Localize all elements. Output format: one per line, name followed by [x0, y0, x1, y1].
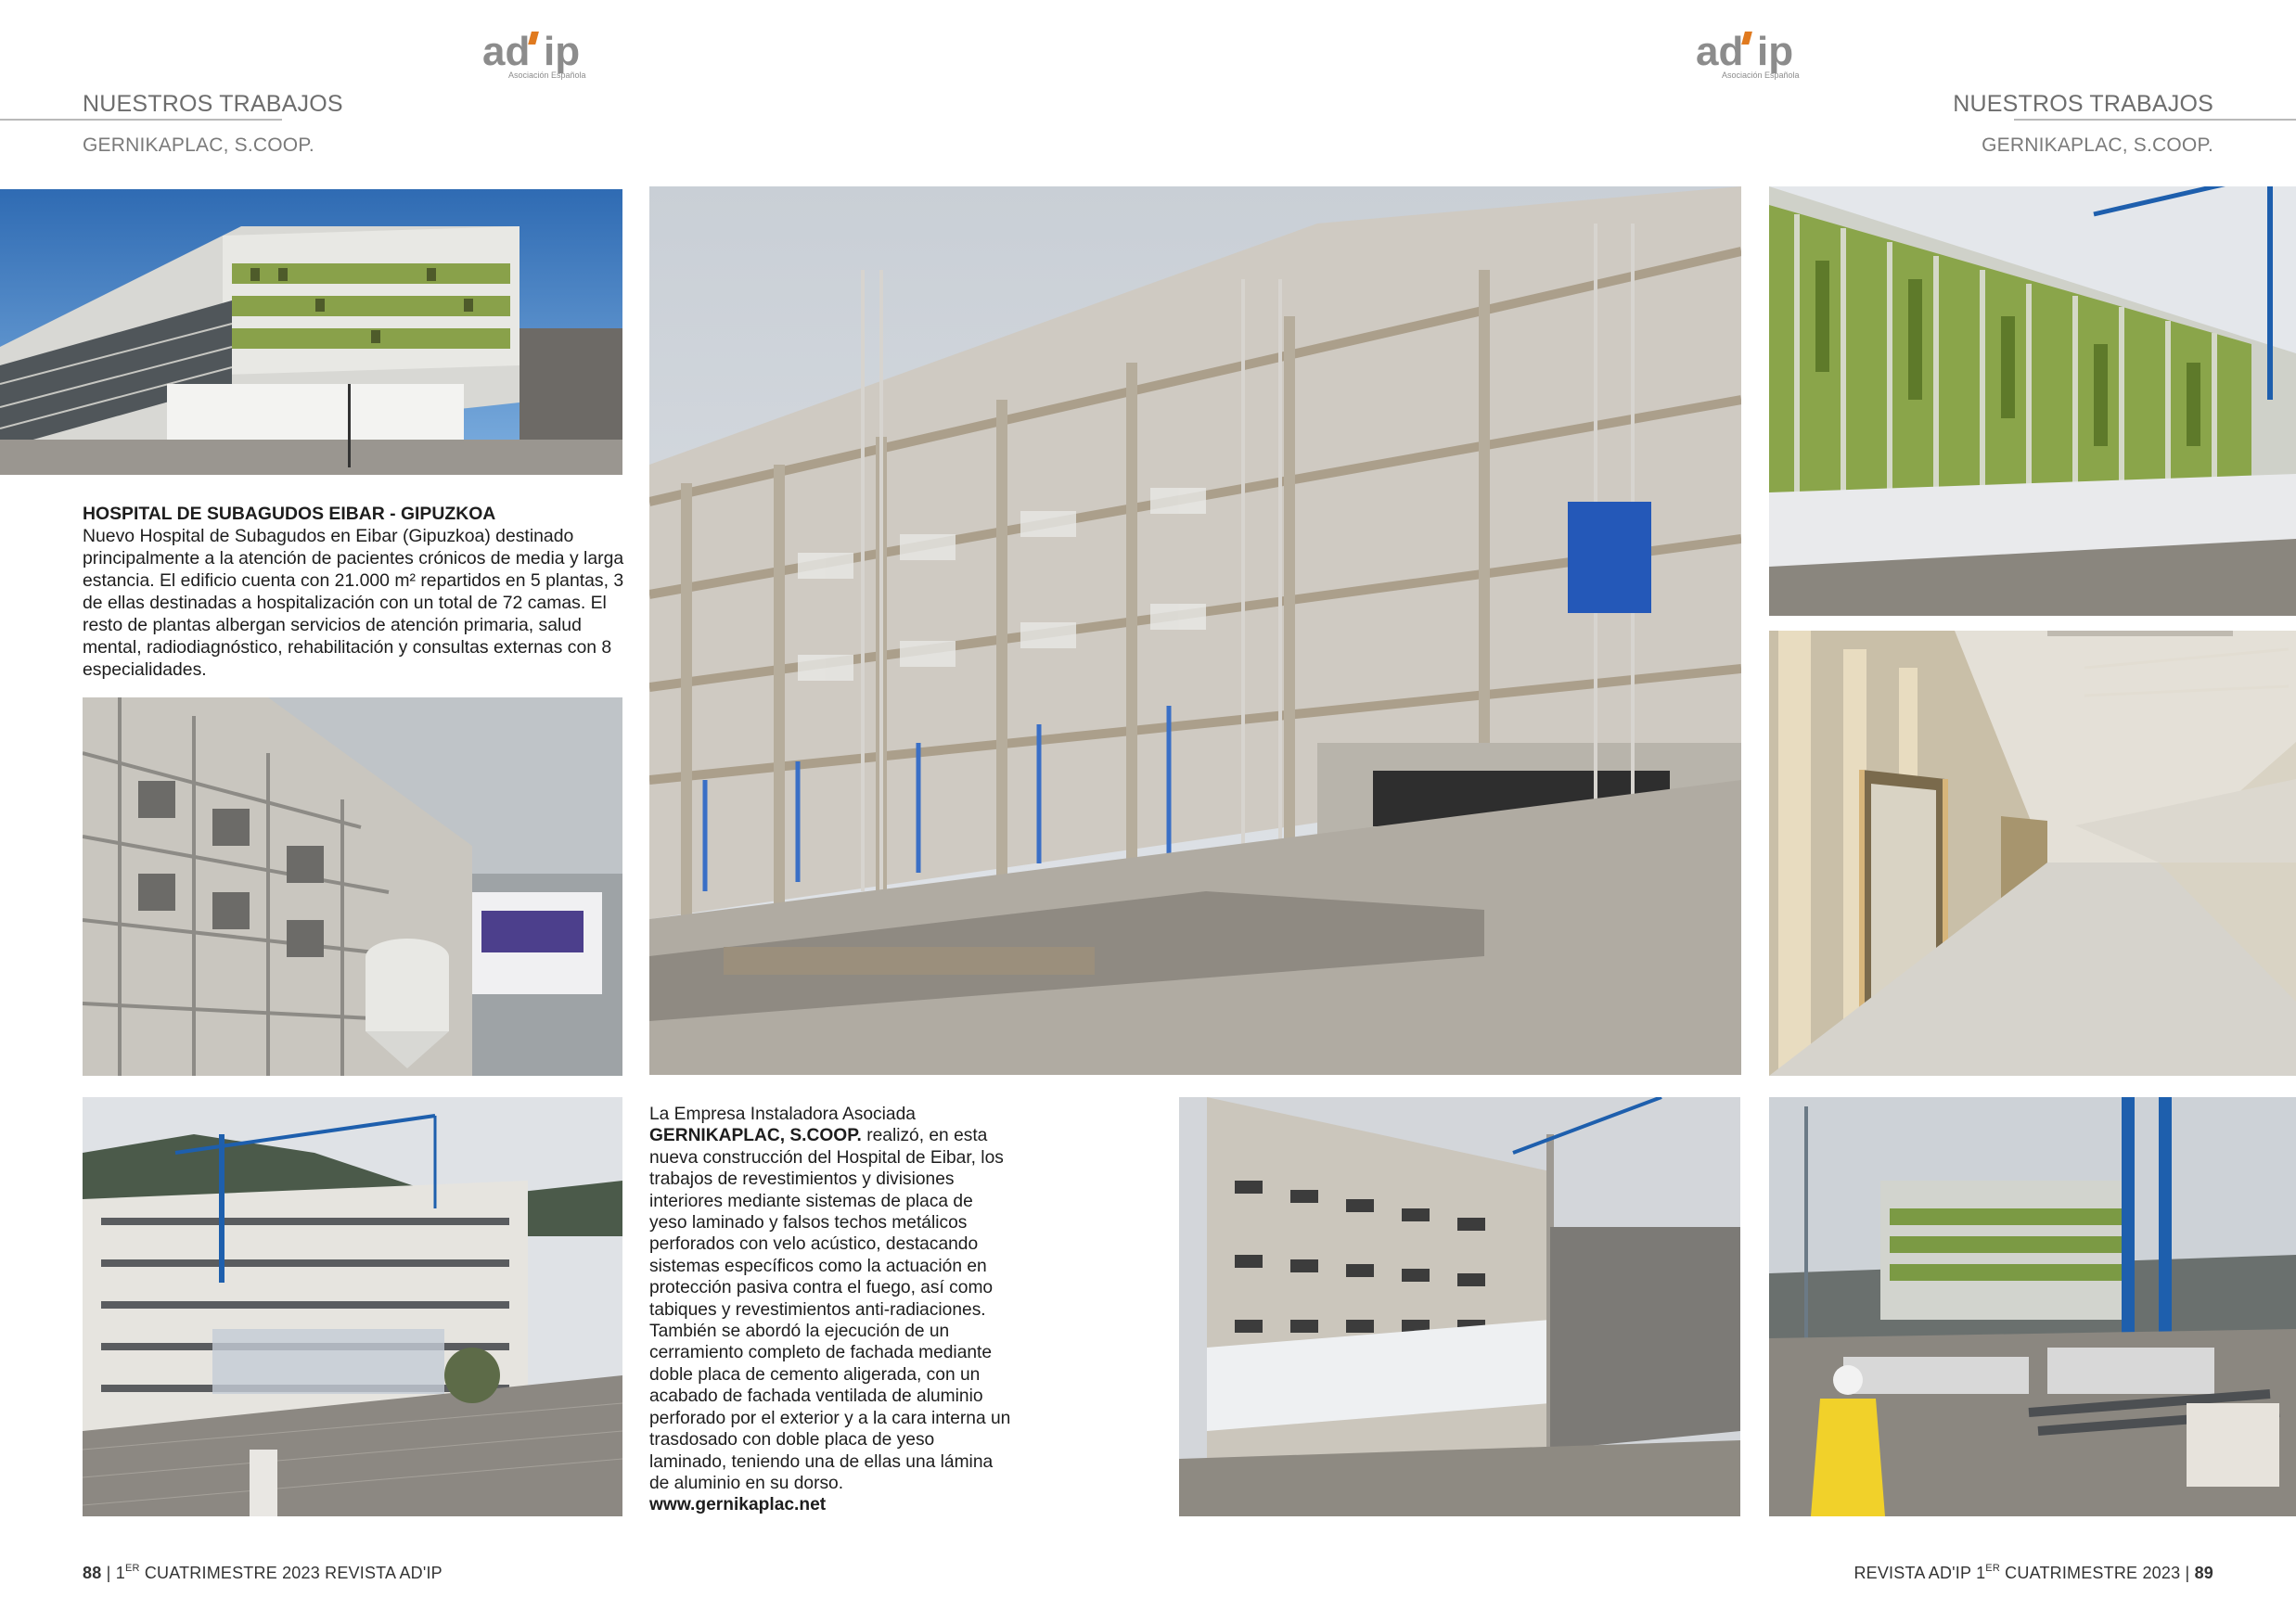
issue-sup-left: ER	[124, 1563, 140, 1574]
svg-text:ip: ip	[544, 29, 581, 74]
header-rule-left	[0, 119, 282, 121]
footer-right	[1853, 1564, 2213, 1583]
photo-interior-corridor	[1769, 631, 2296, 1076]
footer-left	[83, 1564, 443, 1583]
section-title-left: NUESTROS TRABAJOS	[83, 91, 343, 117]
issue-number-left: 1	[115, 1564, 125, 1582]
magazine-name-left: REVISTA AD'IP	[325, 1564, 443, 1582]
article-company-work	[649, 1104, 1011, 1516]
company-subtitle-right: GERNIKAPLAC, S.COOP.	[1982, 134, 2213, 156]
photo-hospital-exterior	[0, 189, 622, 475]
svg-text:ip: ip	[1757, 29, 1794, 74]
svg-text:Asociación Española: Asociación Española	[1722, 70, 1800, 80]
article2-intro: La Empresa Instaladora Asociada	[649, 1105, 916, 1124]
adip-logo-left	[482, 28, 631, 83]
page-number-right: 89	[2194, 1564, 2213, 1582]
issue-sup-right: ER	[1985, 1563, 2000, 1574]
footer-separator-left: |	[106, 1564, 111, 1582]
photo-facade-green	[1769, 186, 2296, 616]
photo-facade-panels	[1179, 1097, 1740, 1516]
issue-rest-right: CUATRIMESTRE 2023	[1999, 1564, 2186, 1582]
company-subtitle-left: GERNIKAPLAC, S.COOP.	[83, 134, 314, 156]
article-body: Nuevo Hospital de Subagudos en Eibar (Gipuzkoa) destinado principalmente a la atención de pacientes crónicos de media y larga estancia. El edificio cuenta con 21.000 m² repartidos en 5 plantas, 3 de ellas destinadas a hospitalización con un total de 72 camas. El resto de plantas albergan servicios de atención primaria, salud mental, radiodiagnóstico, rehabilitación y consultas externas con 8 especialidades.	[83, 526, 624, 680]
section-title-right: NUESTROS TRABAJOS	[1953, 91, 2213, 117]
article-hospital-description	[83, 503, 625, 681]
adip-logo-right	[1696, 28, 1844, 83]
issue-rest-left: CUATRIMESTRE 2023	[139, 1564, 326, 1582]
photo-main-construction	[649, 186, 1741, 1075]
issue-number-right: 1	[1976, 1564, 1986, 1582]
company-website-link[interactable]: www.gernikaplac.net	[649, 1495, 827, 1515]
photo-site-worker	[1769, 1097, 2296, 1516]
magazine-name-right: REVISTA AD'IP	[1853, 1564, 1971, 1582]
article2-body: realizó, en esta nueva construcción del Hospital de Eibar, los trabajos de revestimientos y divisiones interiores mediante sistemas de placa de yeso laminado y falsos techos metálicos perforados con velo acústico, destacando sistemas específicos como la actuación en protección pasiva contra el fuego, así como tabiques y revestimientos anti-radiaciones. También se abordó la ejecución de un cerramiento completo de fachada mediante doble placa de cemento aligerada, con un acabado de fachada ventilada de aluminio perforado por el exterior y a la cara interna un trasdosado con doble placa de yeso laminado, teniendo una de ellas una lámina de aluminio en su dorso.	[649, 1126, 1011, 1493]
svg-text:ad: ad	[482, 29, 531, 74]
header-rule-right	[2014, 119, 2296, 121]
footer-separator-right: |	[2185, 1564, 2190, 1582]
photo-steel-framing	[83, 697, 622, 1076]
article-heading: HOSPITAL DE SUBAGUDOS EIBAR - GIPUZKOA	[83, 504, 496, 524]
page-number-left: 88	[83, 1564, 102, 1582]
article2-company: GERNIKAPLAC, S.COOP.	[649, 1126, 862, 1146]
svg-text:ad: ad	[1696, 29, 1744, 74]
svg-text:Asociación Española: Asociación Española	[508, 70, 586, 80]
photo-facade-crane	[83, 1097, 622, 1516]
